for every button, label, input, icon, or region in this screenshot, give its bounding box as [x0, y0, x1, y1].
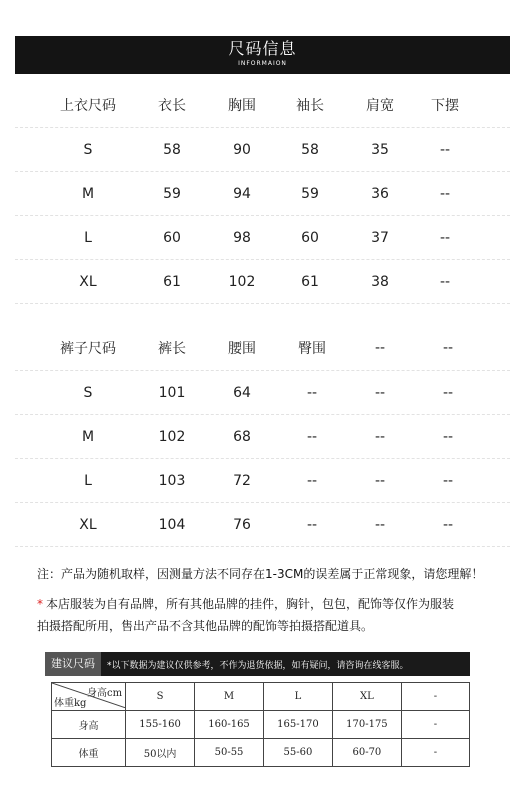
table-cell: -- [374, 472, 386, 489]
table-cell: -- [374, 516, 386, 533]
table-cell: 72 [233, 472, 251, 489]
table-cell: 58 [163, 141, 181, 158]
table-cell: 61 [301, 273, 319, 290]
table-cell: 59 [301, 185, 319, 202]
table-cell: -- [306, 428, 318, 445]
table-cell: 36 [371, 185, 389, 202]
table-row [52, 711, 470, 739]
table-cell: -- [306, 472, 318, 489]
notes-section [37, 563, 507, 637]
size-cell: XL [79, 273, 97, 290]
table-cell: -- [374, 384, 386, 401]
column-header: 上衣尺码 [60, 98, 116, 114]
table-cell: 55-60 [263, 739, 332, 767]
pants-size-table [15, 326, 510, 547]
table-cell: 64 [233, 384, 251, 401]
table-cell: -- [306, 384, 318, 401]
size-header: M [195, 683, 264, 711]
weight-unit-label: 体重kg [54, 698, 87, 709]
header-subtitle: INFORMAION [238, 60, 287, 67]
table-cell: 50以内 [126, 739, 195, 767]
corner-cell [52, 683, 126, 711]
star-icon: * [37, 597, 43, 611]
table-row [52, 739, 470, 767]
column-header: 裤子尺码 [60, 341, 116, 357]
table-cell: 61 [163, 273, 181, 290]
table-cell: 37 [371, 229, 389, 246]
table-cell: - [401, 711, 469, 739]
brand-note-line2: 拍摄搭配所用，售出产品不含其他品牌的配饰等拍摄搭配道具。 [37, 619, 374, 633]
table-cell: 102 [158, 428, 186, 445]
table-cell: 38 [371, 273, 389, 290]
size-cell: S [83, 141, 93, 158]
table-cell: -- [442, 384, 454, 401]
table-cell: -- [439, 229, 451, 246]
table-cell: 58 [301, 141, 319, 158]
size-info-header [15, 36, 510, 74]
table-row [15, 503, 510, 547]
table-cell: 160-165 [195, 711, 264, 739]
table-cell: -- [374, 428, 386, 445]
table-cell: -- [442, 516, 454, 533]
brand-note-line1: 本店服装为自有品牌，所有其他品牌的挂件，胸针，包包，配饰等仅作为服装 [46, 597, 455, 611]
column-header: 胸围 [228, 98, 256, 114]
size-cell: M [81, 428, 95, 445]
table-cell: -- [439, 185, 451, 202]
height-unit-label: 身高cm [87, 688, 123, 699]
size-header: XL [332, 683, 401, 711]
table-row [15, 371, 510, 415]
table-cell: -- [306, 516, 318, 533]
table-cell: 59 [163, 185, 181, 202]
table-cell: 60 [163, 229, 181, 246]
table-cell: 170-175 [332, 711, 401, 739]
size-header: S [126, 683, 195, 711]
measurement-note: 注：产品为随机取样，因测量方法不同存在1-3CM的误差属于正常现象，请您理解！ [37, 567, 484, 581]
column-header: 下摆 [431, 98, 459, 114]
table-cell: -- [439, 141, 451, 158]
table-cell: 60 [301, 229, 319, 246]
row-label: 身高 [52, 711, 126, 739]
column-header: -- [442, 340, 454, 356]
table-row [15, 459, 510, 503]
size-cell: L [84, 229, 92, 246]
table-cell: 90 [233, 141, 251, 158]
table-row [15, 260, 510, 304]
column-header: -- [374, 340, 386, 356]
table-cell: 98 [233, 229, 251, 246]
table-cell: 76 [233, 516, 251, 533]
table-cell: 94 [233, 185, 251, 202]
table-header-row [15, 83, 510, 128]
column-header: 衣长 [158, 98, 186, 114]
recommended-size-header [45, 652, 470, 676]
top-size-table [15, 83, 510, 304]
table-cell: 68 [233, 428, 251, 445]
recommended-size-section [45, 652, 470, 767]
table-cell: 155-160 [126, 711, 195, 739]
table-cell: 165-170 [263, 711, 332, 739]
column-header: 裤长 [158, 341, 186, 357]
table-cell: 101 [158, 384, 186, 401]
brand-note [37, 593, 507, 637]
column-header: 肩宽 [366, 98, 394, 114]
table-header-row [15, 326, 510, 371]
size-cell: M [81, 185, 95, 202]
table-cell: 102 [228, 273, 256, 290]
header-title: 尺码信息 [228, 39, 297, 58]
table-cell: 50-55 [195, 739, 264, 767]
size-cell: S [83, 384, 93, 401]
recommended-size-note: *以下数据为建议仅供参考，不作为退货依据，如有疑问，请咨询在线客服。 [107, 660, 409, 671]
table-cell: 35 [371, 141, 389, 158]
table-row [15, 128, 510, 172]
size-cell: L [84, 472, 92, 489]
table-cell: 60-70 [332, 739, 401, 767]
table-cell: -- [442, 428, 454, 445]
size-cell: XL [79, 516, 97, 533]
row-label: 体重 [52, 739, 126, 767]
table-cell: - [401, 739, 469, 767]
column-header: 腰围 [228, 341, 256, 357]
column-header: 袖长 [296, 98, 324, 114]
table-cell: 104 [158, 516, 186, 533]
table-cell: 103 [158, 472, 186, 489]
table-header-row [52, 683, 470, 711]
size-header: - [401, 683, 469, 711]
column-header: 臀围 [298, 341, 326, 357]
table-cell: -- [442, 472, 454, 489]
table-cell: -- [439, 273, 451, 290]
recommended-size-tag: 建议尺码 [45, 652, 101, 676]
table-row [15, 172, 510, 216]
size-header: L [263, 683, 332, 711]
table-row [15, 415, 510, 459]
recommended-size-table [51, 682, 470, 767]
table-row [15, 216, 510, 260]
